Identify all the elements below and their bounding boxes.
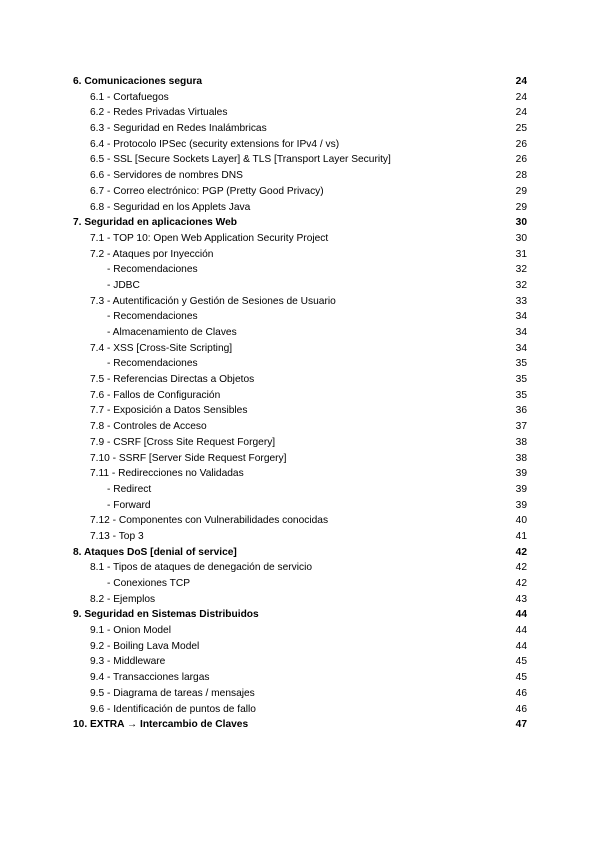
toc-section-entry[interactable] (0, 231, 600, 247)
toc-entry-title: 9.1 - Onion Model (90, 625, 171, 637)
toc-entry-title: 6.5 - SSL [Secure Sockets Layer] & TLS [Transport Layer Security] (90, 154, 391, 166)
toc-subsection-entry[interactable] (0, 356, 600, 372)
toc-entry-page-number: 44 (515, 640, 527, 652)
toc-section-entry[interactable] (0, 686, 600, 702)
toc-entry-title: 7.7 - Exposición a Datos Sensibles (90, 405, 248, 417)
toc-section-entry[interactable] (0, 388, 600, 404)
toc-section-entry[interactable] (0, 168, 600, 184)
toc-entry-title: - JDBC (107, 279, 140, 291)
toc-entry-page-number: 35 (515, 374, 527, 386)
toc-chapter-entry[interactable] (0, 717, 600, 733)
toc-section-entry[interactable] (0, 90, 600, 106)
toc-entry-page-number: 31 (515, 248, 527, 260)
toc-entry-page-number: 28 (515, 170, 527, 182)
toc-section-entry[interactable] (0, 121, 600, 137)
toc-section-entry[interactable] (0, 341, 600, 357)
toc-entry-title: 7.13 - Top 3 (90, 530, 144, 542)
toc-section-entry[interactable] (0, 184, 600, 200)
toc-entry-title: 7.12 - Componentes con Vulnerabilidades conocidas (90, 515, 329, 527)
toc-entry-page-number: 44 (515, 609, 527, 621)
toc-section-entry[interactable] (0, 639, 600, 655)
toc-entry-title: 9.5 - Diagrama de tareas / mensajes (90, 687, 255, 699)
toc-section-entry[interactable] (0, 623, 600, 639)
toc-entry-title: - Recomendaciones (107, 358, 198, 370)
toc-entry-page-number: 41 (515, 530, 527, 542)
toc-entry-page-number: 39 (515, 468, 527, 480)
toc-entry-title: 7.3 - Autentificación y Gestión de Sesiones de Usuario (90, 295, 336, 307)
toc-entry-page-number: 26 (515, 138, 527, 150)
toc-section-entry[interactable] (0, 105, 600, 121)
toc-entry-title: 6.1 - Cortafuegos (90, 91, 169, 103)
toc-section-entry[interactable] (0, 294, 600, 310)
toc-section-entry[interactable] (0, 200, 600, 216)
table-of-contents (0, 74, 600, 733)
toc-entry-title: 8. Ataques DoS [denial of service] (73, 546, 237, 558)
toc-entry-page-number: 42 (515, 562, 527, 574)
toc-entry-page-number: 25 (515, 123, 527, 135)
toc-entry-title: 10. EXTRA → Intercambio de Claves (73, 719, 249, 731)
toc-section-entry[interactable] (0, 670, 600, 686)
toc-entry-page-number: 38 (515, 436, 527, 448)
toc-chapter-entry[interactable] (0, 545, 600, 561)
toc-entry-page-number: 39 (515, 483, 527, 495)
toc-entry-page-number: 42 (515, 578, 527, 589)
toc-entry-title: 7.6 - Fallos de Configuración (90, 389, 221, 401)
toc-entry-title: - Forward (107, 499, 151, 511)
toc-entry-page-number: 37 (515, 421, 527, 433)
toc-section-entry[interactable] (0, 702, 600, 718)
toc-section-entry[interactable] (0, 372, 600, 388)
toc-entry-title: 6.7 - Correo electrónico: PGP (Pretty Good Privacy) (90, 185, 324, 197)
toc-entry-page-number: 44 (515, 625, 527, 637)
toc-section-entry[interactable] (0, 137, 600, 153)
toc-section-entry[interactable] (0, 654, 600, 670)
toc-subsection-entry[interactable] (0, 498, 600, 514)
toc-entry-page-number: 30 (515, 232, 527, 244)
toc-entry-page-number: 24 (515, 107, 527, 119)
toc-entry-title: 9.3 - Middleware (90, 656, 166, 668)
toc-entry-page-number: 34 (515, 342, 527, 354)
toc-chapter-entry[interactable] (0, 74, 600, 90)
toc-entry-page-number: 43 (515, 593, 527, 605)
toc-entry-page-number: 47 (515, 719, 527, 731)
toc-entry-title: 7. Seguridad en aplicaciones Web (73, 217, 237, 229)
toc-entry-page-number: 36 (515, 405, 527, 417)
toc-entry-title: 7.10 - SSRF [Server Side Request Forgery] (90, 452, 287, 464)
toc-entry-title: 8.1 - Tipos de ataques de denegación de servicio (90, 562, 313, 574)
toc-entry-title: 7.4 - XSS [Cross-Site Scripting] (90, 342, 233, 354)
toc-entry-page-number: 29 (515, 185, 527, 197)
toc-entry-page-number: 46 (515, 703, 527, 715)
toc-entry-page-number: 33 (515, 295, 527, 307)
toc-entry-title: 7.2 - Ataques por Inyección (90, 248, 214, 260)
toc-chapter-entry[interactable] (0, 215, 600, 231)
toc-subsection-entry[interactable] (0, 325, 600, 341)
toc-entry-title: 6.8 - Seguridad en los Applets Java (90, 201, 251, 213)
toc-entry-title: 6.3 - Seguridad en Redes Inalámbricas (90, 123, 267, 135)
toc-entry-title: - Recomendaciones (107, 311, 198, 323)
toc-subsection-entry[interactable] (0, 309, 600, 325)
toc-subsection-entry[interactable] (0, 482, 600, 498)
toc-entry-page-number: 38 (515, 452, 527, 464)
toc-entry-page-number: 24 (515, 76, 527, 87)
toc-entry-page-number: 26 (515, 154, 527, 166)
toc-subsection-entry[interactable] (0, 278, 600, 294)
toc-section-entry[interactable] (0, 435, 600, 451)
toc-entry-title: 7.1 - TOP 10: Open Web Application Security Project (90, 232, 329, 244)
toc-subsection-entry[interactable] (0, 576, 600, 592)
toc-entry-title: - Conexiones TCP (107, 578, 191, 589)
toc-entry-page-number: 34 (515, 327, 527, 338)
toc-entry-title: 6. Comunicaciones segura (73, 76, 203, 87)
toc-section-entry[interactable] (0, 152, 600, 168)
toc-entry-page-number: 35 (515, 389, 527, 401)
toc-entry-title: - Redirect (107, 483, 152, 495)
toc-entry-title: 6.6 - Servidores de nombres DNS (90, 170, 243, 182)
toc-entry-title: 7.11 - Redirecciones no Validadas (90, 468, 244, 480)
toc-section-entry[interactable] (0, 592, 600, 608)
toc-entry-title: 9.2 - Boiling Lava Model (90, 640, 200, 652)
toc-entry-page-number: 32 (515, 279, 527, 291)
toc-chapter-entry[interactable] (0, 607, 600, 623)
toc-entry-page-number: 42 (515, 546, 527, 558)
toc-entry-page-number: 32 (515, 264, 527, 276)
toc-entry-title: - Recomendaciones (107, 264, 198, 276)
toc-entry-page-number: 24 (515, 91, 527, 103)
toc-entry-page-number: 45 (515, 672, 527, 684)
toc-entry-title: 9.4 - Transacciones largas (90, 672, 210, 684)
toc-entry-title: - Almacenamiento de Claves (107, 327, 237, 338)
toc-entry-title: 9.6 - Identificación de puntos de fallo (90, 703, 256, 715)
toc-entry-page-number: 35 (515, 358, 527, 370)
toc-entry-title: 9. Seguridad en Sistemas Distribuidos (73, 609, 259, 621)
toc-entry-title: 6.4 - Protocolo IPSec (security extensions for IPv4 / vs) (90, 138, 340, 150)
toc-section-entry[interactable] (0, 529, 600, 545)
toc-section-entry[interactable] (0, 419, 600, 435)
toc-entry-page-number: 46 (515, 687, 527, 699)
toc-entry-title: 7.9 - CSRF [Cross Site Request Forgery] (90, 436, 276, 448)
toc-section-entry[interactable] (0, 451, 600, 467)
toc-section-entry[interactable] (0, 466, 600, 482)
toc-section-entry[interactable] (0, 560, 600, 576)
toc-entry-page-number: 45 (515, 656, 527, 668)
toc-entry-page-number: 40 (515, 515, 527, 527)
toc-entry-page-number: 39 (515, 499, 527, 511)
toc-entry-title: 8.2 - Ejemplos (90, 593, 156, 605)
toc-section-entry[interactable] (0, 403, 600, 419)
toc-section-entry[interactable] (0, 247, 600, 263)
toc-entry-title: 7.5 - Referencias Directas a Objetos (90, 374, 255, 386)
toc-entry-page-number: 34 (515, 311, 527, 323)
toc-entry-page-number: 30 (515, 217, 527, 229)
toc-subsection-entry[interactable] (0, 262, 600, 278)
toc-entry-page-number: 29 (515, 201, 527, 213)
toc-section-entry[interactable] (0, 513, 600, 529)
toc-entry-title: 7.8 - Controles de Acceso (90, 421, 207, 433)
toc-entry-title: 6.2 - Redes Privadas Virtuales (90, 107, 228, 119)
